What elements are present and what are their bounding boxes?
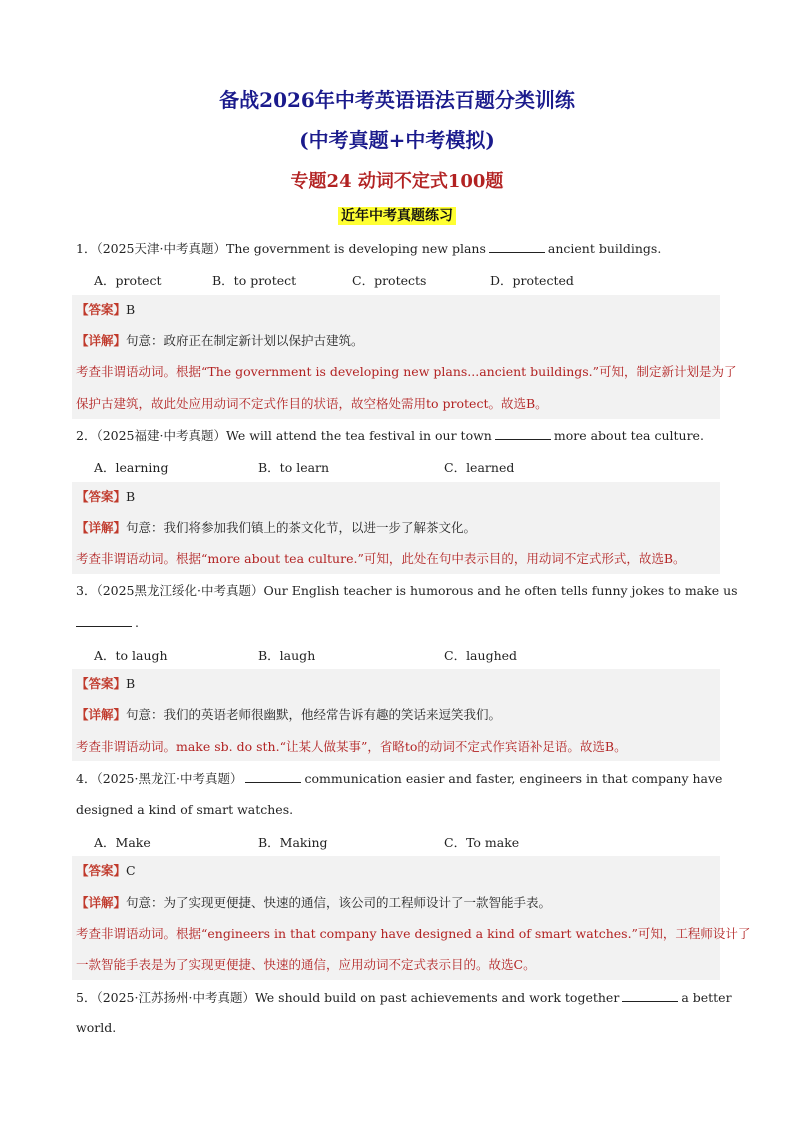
answer-label: 【答案】: [76, 863, 127, 878]
question-1-blank[interactable]: [489, 240, 545, 253]
answer-value: B: [126, 302, 136, 317]
question-1-explanation-1: 考查非谓语动词。根据“The government is developing new plans...ancient buildings.”可知，制定新计划是为了: [76, 364, 737, 379]
question-4-text-b: communication easier and faster, engineers in that company have: [304, 771, 723, 786]
question-3-stem: 3．（2025黑龙江绥化·中考真题）Our English teacher is humorous and he often tells funny jokes to make us: [76, 583, 738, 598]
question-5-stem: [76, 989, 732, 1006]
question-1-option-d[interactable]: D．protected: [490, 273, 574, 288]
question-2-answer: [76, 489, 135, 505]
question-2-blank[interactable]: [495, 427, 551, 440]
question-3-answer: [76, 676, 135, 692]
answer-value: C: [126, 863, 136, 878]
question-4-option-b[interactable]: B．Making: [258, 835, 328, 850]
detail-label: 【详解】: [76, 895, 127, 910]
detail-text: 句意：我们将参加我们镇上的茶文化节，以进一步了解茶文化。: [126, 520, 477, 535]
question-5-stem-cont: world.: [76, 1020, 117, 1035]
answer-label: 【答案】: [76, 676, 127, 691]
question-1-option-c[interactable]: C．protects: [352, 273, 427, 288]
question-3-option-c[interactable]: C．laughed: [444, 648, 518, 663]
question-4-explanation-1: 考查非谓语动词。根据“engineers in that company have designed a kind of smart watches.”可知，工程师设计了: [76, 926, 751, 941]
answer-label: 【答案】: [76, 489, 127, 504]
question-1-option-a[interactable]: A．protect: [94, 273, 162, 288]
question-5-text-b: a better: [681, 990, 732, 1005]
question-2-text-b: more about tea culture.: [553, 428, 704, 443]
answer-value: B: [126, 489, 136, 504]
question-3-option-b[interactable]: B．laugh: [258, 648, 316, 663]
detail-label: 【详解】: [76, 333, 127, 348]
question-3-text-b: .: [135, 615, 139, 630]
document-title: 备战2026年中考英语语法百题分类训练: [219, 88, 575, 112]
question-2-option-c[interactable]: C．learned: [444, 460, 515, 475]
detail-text: 句意：我们的英语老师很幽默，他经常告诉有趣的笑话来逗笑我们。: [126, 707, 502, 722]
question-2-explanation-1: 考查非谓语动词。根据“more about tea culture.”可知，此处在句中表示目的，用动词不定式形式，故选B。: [76, 551, 686, 566]
question-1-option-b[interactable]: B．to protect: [212, 273, 297, 288]
detail-text: 句意：为了实现更便捷、快速的通信，该公司的工程师设计了一款智能手表。: [126, 895, 552, 910]
section-heading: [0, 205, 794, 225]
question-1-detail: [76, 333, 364, 349]
question-1-text-a: 1．（2025天津·中考真题）The government is developing new plans: [76, 241, 486, 256]
question-5-text-a: 5．（2025·江苏扬州·中考真题）We should build on past achievements and work together: [76, 990, 620, 1005]
question-1-explanation-2: 保护古建筑，故此处应用动词不定式作目的状语，故空格处需用to protect。故选B。: [76, 396, 548, 411]
question-3-option-a[interactable]: A．to laugh: [94, 648, 168, 663]
question-4-text-a: 4．（2025·黑龙江·中考真题）: [76, 771, 243, 786]
topic-heading: 专题24 动词不定式100题: [290, 171, 504, 192]
question-2-detail: [76, 520, 476, 536]
question-3-detail: [76, 707, 501, 723]
answer-value: B: [126, 676, 136, 691]
question-1-stem: [76, 240, 661, 257]
question-4-option-a[interactable]: A．Make: [94, 835, 151, 850]
question-4-answer: [76, 863, 136, 879]
answer-label: 【答案】: [76, 302, 127, 317]
question-4-option-c[interactable]: C．To make: [444, 835, 520, 850]
question-2-option-b[interactable]: B．to learn: [258, 460, 330, 475]
question-1-answer: [76, 302, 135, 318]
question-4-stem-cont: designed a kind of smart watches.: [76, 802, 294, 817]
question-4-detail: [76, 895, 551, 911]
question-4-stem: [76, 770, 722, 787]
question-2-text-a: 2．（2025福建·中考真题）We will attend the tea festival in our town: [76, 428, 492, 443]
detail-label: 【详解】: [76, 520, 127, 535]
question-5-blank[interactable]: [622, 989, 678, 1002]
question-2-stem: [76, 427, 704, 444]
detail-text: 句意：政府正在制定新计划以保护古建筑。: [126, 333, 364, 348]
section-label: 近年中考真题练习: [338, 207, 456, 225]
question-4-blank[interactable]: [245, 770, 301, 783]
question-1-text-b: ancient buildings.: [547, 241, 662, 256]
question-4-explanation-2: 一款智能手表是为了实现更便捷、快速的通信，应用动词不定式表示目的。故选C。: [76, 957, 536, 972]
detail-label: 【详解】: [76, 707, 127, 722]
question-3-stem-cont: [76, 614, 139, 631]
question-2-option-a[interactable]: A．learning: [94, 460, 169, 475]
question-3-blank[interactable]: [76, 614, 132, 627]
question-3-explanation-1: 考查非谓语动词。make sb. do sth.“让某人做某事”，省略to的动词不定式作宾语补足语。故选B。: [76, 739, 627, 754]
document-subtitle: (中考真题+中考模拟): [299, 128, 495, 152]
